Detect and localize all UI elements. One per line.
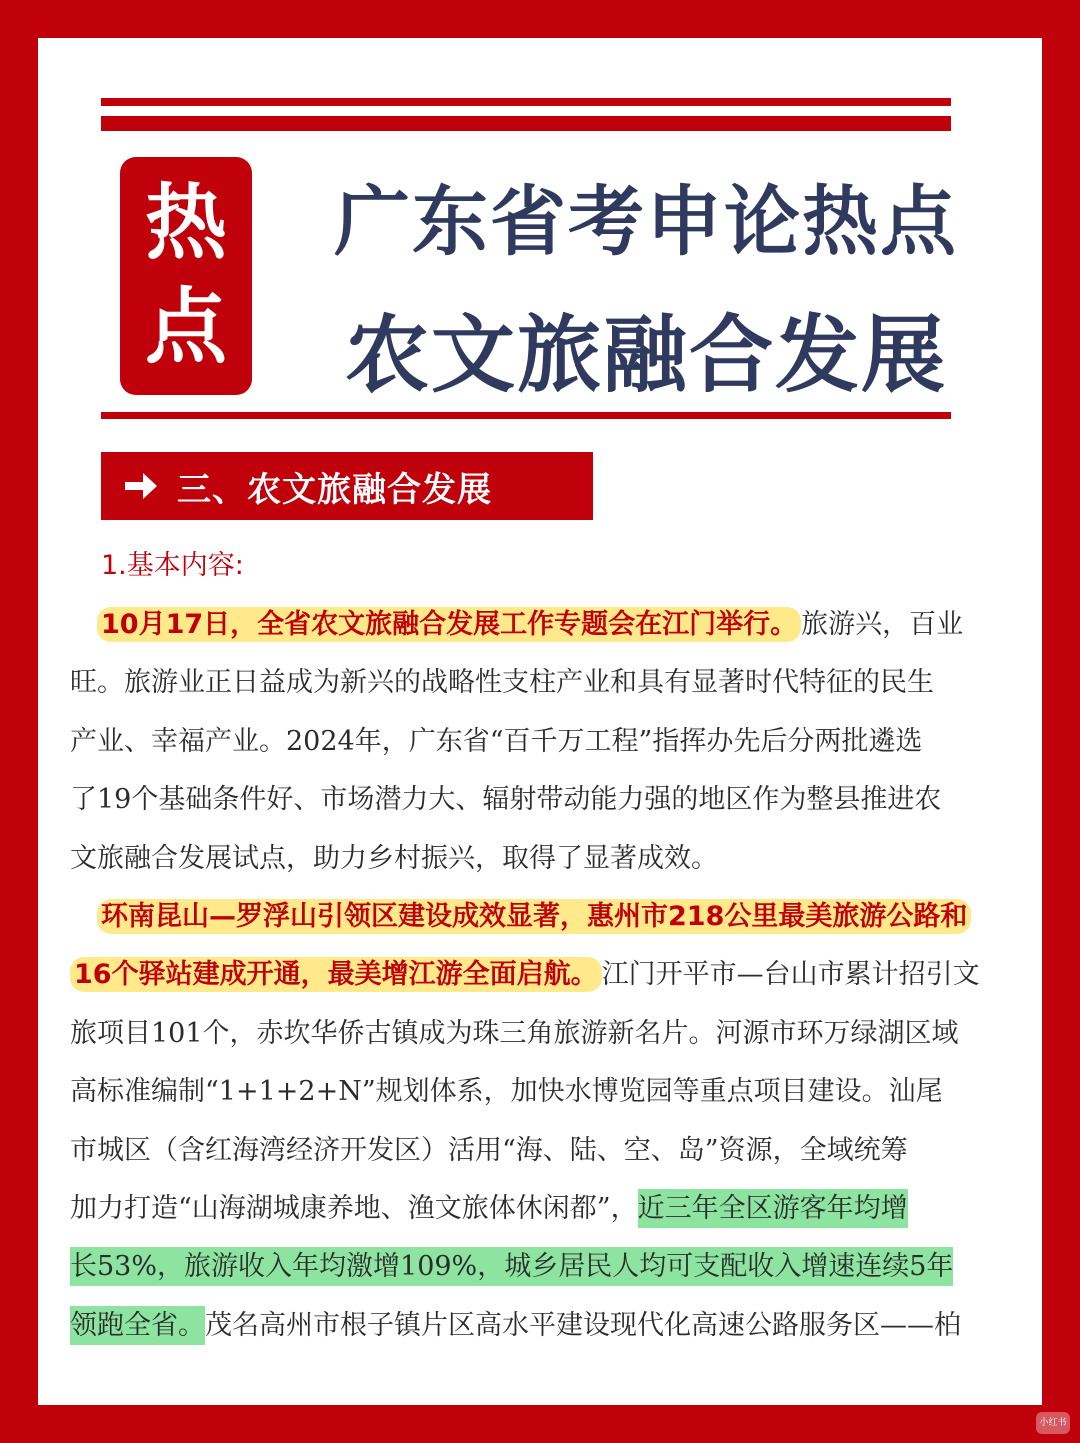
page-title-line-1: 广东省考申论热点 [334, 177, 958, 266]
paragraph-line [70, 596, 1010, 654]
paragraph-line [70, 888, 1010, 946]
watermark-logo: 小红书 [1036, 1412, 1070, 1434]
section-title: 三、农文旅融合发展 [177, 469, 492, 510]
highlight-yellow: 10月17日，全省农文旅融合发展工作专题会在江门举行。 [97, 607, 801, 642]
highlight-yellow: 环南昆山—罗浮山引领区建设成效显著，惠州市218公里最美旅游公路和 [97, 899, 971, 934]
paragraph-line: 了19个基础条件好、市场潜力大、辐射带动能力强的地区作为整县推进农 [70, 784, 942, 816]
paragraph-line: 文旅融合发展试点，助力乡村振兴，取得了显著成效。 [70, 842, 718, 874]
text-run: 旅游兴，百业 [801, 609, 964, 640]
paragraph-line: 产业、幸福产业。2024年，广东省“百千万工程”指挥办先后分两批遴选 [70, 725, 923, 757]
paragraph-line: 高标准编制“1+1+2+N”规划体系，加快水博览园等重点项目建设。汕尾 [70, 1076, 943, 1108]
highlight-green: 长53%，旅游收入年均激增109%，城乡居民人均可支配收入增速连续5年 [70, 1247, 953, 1286]
top-rule-1 [101, 98, 951, 106]
paragraph-line [70, 1297, 1010, 1355]
paragraph-line [70, 1180, 1010, 1238]
paragraph-line: 旺。旅游业正日益成为新兴的战略性支柱产业和具有显著时代特征的民生 [70, 667, 934, 699]
section-header [101, 452, 593, 520]
top-rule-2 [101, 116, 951, 131]
paragraph-line [70, 946, 1010, 1004]
highlight-green: 近三年全区游客年均增 [638, 1189, 908, 1228]
subheading-basic-content: 1.基本内容: [101, 550, 244, 581]
text-run: 江门开平市—台山市累计招引文 [601, 959, 980, 991]
title-underline [101, 412, 951, 419]
paragraph-line: 市城区（含红海湾经济开发区）活用“海、陆、空、岛”资源，全域统筹 [70, 1134, 908, 1166]
arrow-right-icon [123, 466, 163, 506]
paragraph-line [70, 1238, 1010, 1296]
page-title-line-2: 农文旅融合发展 [344, 306, 947, 404]
highlight-yellow: 16个驿站建成开通，最美增江游全面启航。 [70, 957, 602, 992]
text-run: 加力打造“山海湖城康养地、渔文旅体休闲都”， [70, 1192, 638, 1224]
badge-char-2: 点 [144, 280, 227, 375]
badge-char-1: 热 [144, 176, 227, 271]
highlight-green: 领跑全省。 [70, 1306, 205, 1345]
text-run: 茂名高州市根子镇片区高水平建设现代化高速公路服务区——柏 [205, 1309, 961, 1341]
paragraph-1 [70, 596, 1010, 888]
paragraph-2 [70, 888, 1010, 1355]
paragraph-line: 旅项目101个，赤坎华侨古镇成为珠三角旅游新名片。河源市环万绿湖区域 [70, 1017, 959, 1049]
hot-badge [120, 157, 252, 395]
